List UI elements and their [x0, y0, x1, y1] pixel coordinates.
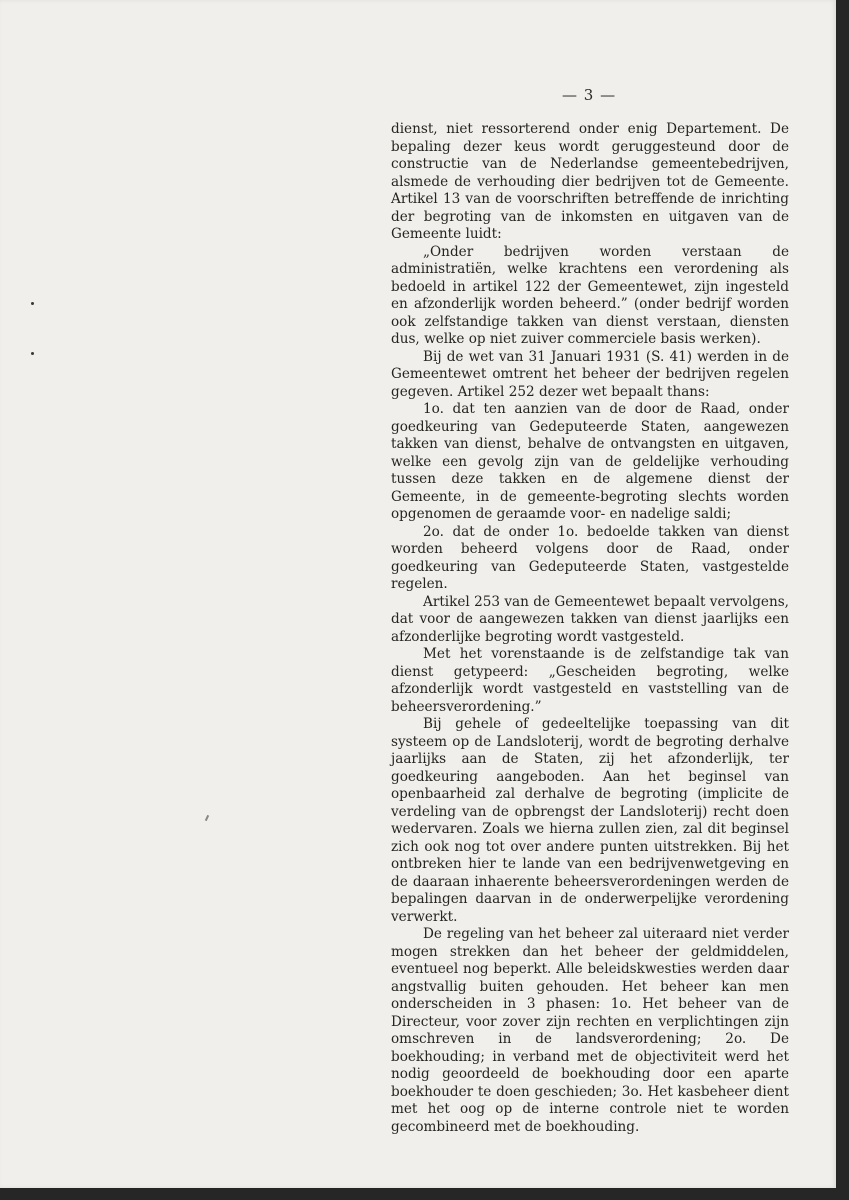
- body-text: [391, 121, 789, 1136]
- paragraph: De regeling van het beheer zal uiteraard niet verder mogen strekken dan het beheer der geldmiddelen, eventueel nog beperkt. Alle beleidskwesties werden daar angstvallig buiten gehouden. Het beheer kan men onderscheiden in 3 phasen: 1o. Het beheer van de Directeur, voor zover zijn rechten en verplichtingen zijn omschreven in de landsverordening; 2o. De boekhouding; in verband met de objectiviteit werd het nodig geoordeeld de boekhouding door een aparte boekhouder te doen geschieden; 3o. Het kasbeheer dient met het oog op de interne controle niet te worden gecombineerd met de boekhouding.: [391, 926, 789, 1135]
- paragraph: 1o. dat ten aanzien van de door de Raad, onder goedkeuring van Gedeputeerde Staten, aangewezen takken van dienst, behalve de ontvangsten en uitgaven, welke een gevolg zijn van de geldelijke verhouding tussen deze takken en de algemene dienst der Gemeente, in de gemeente-begroting slechts worden opgenomen de geraamde voor- en nadelige saldi;: [391, 401, 789, 522]
- paragraph: 2o. dat de onder 1o. bedoelde takken van dienst worden beheerd volgens door de Raad, onder goedkeuring van Gedeputeerde Staten, vastgestelde regelen.: [391, 523, 789, 592]
- margin-pencil-mark: [205, 815, 209, 821]
- page-number: — 3 —: [562, 86, 617, 104]
- paragraph: „Onder bedrijven worden verstaan de administratiën, welke krachtens een verordening als bedoeld in artikel 122 der Gemeentewet, zijn ingesteld en afzonderlijk worden beheerd.” (onder bedrijf worden ook zelfstandige takken van dienst verstaan, diensten dus, welke op niet zuiver commerciele basis werken).: [391, 243, 789, 347]
- paragraph: Met het vorenstaande is de zelfstandige tak van dienst getypeerd: „Gescheiden begroting, welke afzonderlijk wordt vastgesteld en vaststelling van de beheersverordening.”: [391, 646, 789, 715]
- paragraph: Bij de wet van 31 Januari 1931 (S. 41) werden in de Gemeentewet omtrent het beheer der bedrijven regelen gegeven. Artikel 252 dezer wet bepaalt thans:: [391, 348, 789, 400]
- paragraph: Artikel 253 van de Gemeentewet bepaalt vervolgens, dat voor de aangewezen takken van dienst jaarlijks een afzonderlijke begroting wordt vastgesteld.: [391, 593, 789, 645]
- scan-edge-right: [836, 0, 849, 1200]
- scan-edge-bottom: [0, 1188, 849, 1200]
- margin-dot-mark: [31, 352, 34, 355]
- margin-dot-mark: [31, 302, 34, 305]
- paragraph: dienst, niet ressorterend onder enig Departement. De bepaling dezer keus wordt geruggesteund door de constructie van de Nederlandse gemeentebedrijven, alsmede de verhouding dier bedrijven tot de Gemeente. Artikel 13 van de voorschriften betreffende de inrichting der begroting van de inkomsten en uitgaven van de Gemeente luidt:: [391, 121, 789, 242]
- paragraph: Bij gehele of gedeeltelijke toepassing van dit systeem op de Landsloterij, wordt de begroting derhalve jaarlijks aan de Staten, zij het afzonderlijk, ter goedkeuring aangeboden. Aan het beginsel van openbaarheid zal derhalve de begroting (implicite de verdeling van de opbrengst der Landsloterij) recht doen wedervaren. Zoals we hierna zullen zien, zal dit beginsel zich ook nog tot over andere punten uitstrekken. Bij het ontbreken hier te lande van een bedrijvenwetgeving en de daaraan inhaerente beheersverordeningen werden de bepalingen daarvan in de onderwerpelijke verordening verwerkt.: [391, 716, 789, 925]
